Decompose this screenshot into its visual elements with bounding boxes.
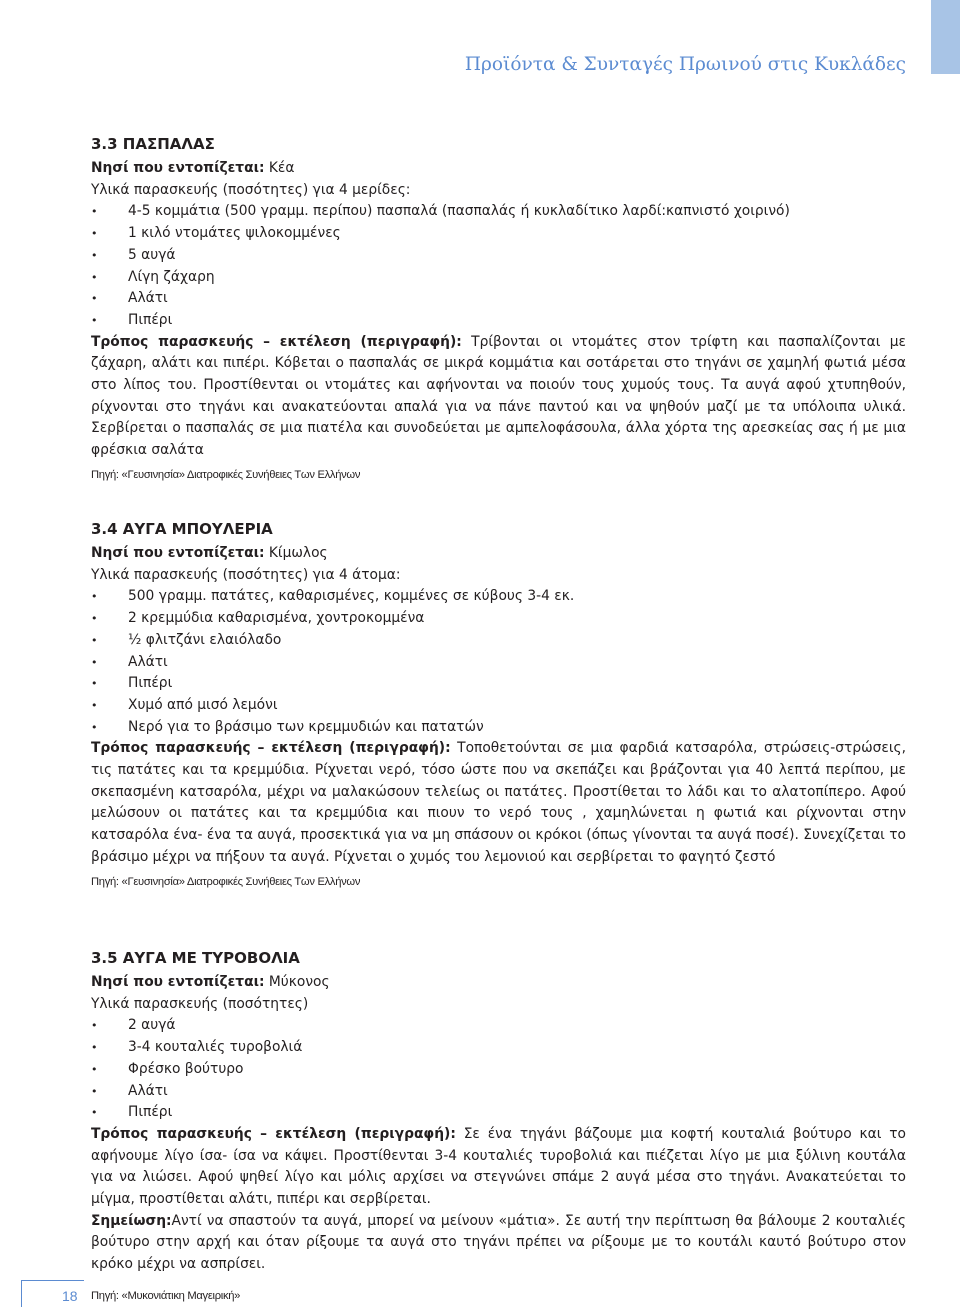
section-heading: 3.4 ΑΥΓΑ ΜΠΟΥΛΕΡΙΑ xyxy=(91,520,273,538)
method-label: Τρόπος παρασκευής – εκτέλεση (περιγραφή): xyxy=(91,1125,456,1142)
list-item: • Χυμό από μισό λεμόνι xyxy=(91,695,906,717)
island-value: Κέα xyxy=(264,160,295,176)
note-text: Αντί να σπαστούν τα αυγά, μπορεί να μείνουν «μάτια». Σε αυτή την περίπτωση θα βάλουμε 2 κουταλιές βούτυρο στην αρχή και όταν ρίξουμε τα αυγά στο τηγάνι πρέπει να ρίξουμε με το κουτάλι καυτό βούτυρο στον κρόκο μέχρι να ασπρίσει. xyxy=(91,1212,906,1273)
list-item: • 2 κρεμμύδια καθαρισμένα, χοντροκομμένα xyxy=(91,608,906,630)
list-item: • Πιπέρι xyxy=(91,310,906,332)
method-text: Τρίβονται οι ντομάτες στον τρίφτη και πασπαλίζονται με ζάχαρη, αλάτι και πιπέρι. Κόβεται ο πασπαλάς σε μικρά κομμάτια και σοτάρεται στο τηγάνι σε χαμηλή φωτιά μέσα στο λίπος του. Προστίθενται οι ντομάτες και αφήνονται να ποιούν τους χυμούς τους. Τα αυγά αφού χτυπηθούν, ρίχνονται στο τηγάνι και ανακατεύονται απαλά για να πάνε παντού και να ψηθούν μαζί με τα υπόλοιπα υλικά. Σερβίρεται ο πασπαλάς σε μια πιατέλα και συνοδεύεται με αμπελοφάσουλα, άλλα χόρτα της αρεσκείας σας ή με μια φρέσκια σαλάτα xyxy=(91,333,906,459)
list-item: • ½ φλιτζάνι ελαιόλαδο xyxy=(91,630,906,652)
island-line xyxy=(91,972,906,994)
island-line xyxy=(91,158,906,180)
list-item: • Φρέσκο βούτυρο xyxy=(91,1059,906,1081)
running-header: Προϊόντα & Συνταγές Πρωινού στις Κυκλάδες xyxy=(464,54,906,75)
list-item: • 4-5 κομμάτια (500 γραμμ. περίπου) πασπαλά (πασπαλάς ή κυκλαδίτικο λαρδί:καπνιστό χοιρινό) xyxy=(91,201,906,223)
list-item: • 5 αυγά xyxy=(91,245,906,267)
list-item: • 1 κιλό ντομάτες ψιλοκομμένες xyxy=(91,223,906,245)
source-citation: Πηγή: «Μυκονιάτικη Μαγειρική» xyxy=(91,1290,241,1302)
method-paragraph xyxy=(91,332,906,462)
method-paragraph xyxy=(91,1124,906,1211)
list-item: • Αλάτι xyxy=(91,652,906,674)
island-value: Κίμωλος xyxy=(264,545,328,561)
list-item: • Νερό για το βράσιμο των κρεμμυδιών και πατατών xyxy=(91,717,906,739)
ingredients-list xyxy=(91,1015,906,1124)
ingredients-list xyxy=(91,586,906,738)
list-item: • 3-4 κουταλιές τυροβολιά xyxy=(91,1037,906,1059)
section-heading: 3.3 ΠΑΣΠΑΛΑΣ xyxy=(91,135,215,153)
page-number: 18 xyxy=(62,1288,78,1304)
method-paragraph xyxy=(91,738,906,868)
island-label: Νησί που εντοπίζεται: xyxy=(91,160,265,176)
ingredients-list xyxy=(91,201,906,331)
recipe-paspalas xyxy=(91,133,906,486)
method-label: Τρόπος παρασκευής – εκτέλεση (περιγραφή): xyxy=(91,740,451,757)
list-item: • Πιπέρι xyxy=(91,673,906,695)
section-heading: 3.5 ΑΥΓΑ ΜΕ ΤΥΡΟΒΟΛΙΑ xyxy=(91,949,300,967)
list-item: • Αλάτι xyxy=(91,1081,906,1103)
recipe-avga-me-tyrovolia xyxy=(91,947,906,1276)
list-item: • 500 γραμμ. πατάτες, καθαρισμένες, κομμένες σε κύβους 3-4 εκ. xyxy=(91,586,906,608)
list-item: • Αλάτι xyxy=(91,288,906,310)
corner-tab-decoration xyxy=(931,0,960,74)
island-label: Νησί που εντοπίζεται: xyxy=(91,545,265,561)
ingredients-title: Υλικά παρασκευής (ποσότητες) για 4 άτομα: xyxy=(91,566,401,583)
note-label: Σημείωση: xyxy=(91,1212,172,1229)
source-citation: Πηγή: «Γευσινησία» Διατροφικές Συνήθειες Των Ελλήνων xyxy=(91,468,361,481)
recipe-avga-mpouleria xyxy=(91,518,906,893)
ingredients-title: Υλικά παρασκευής (ποσότητες) για 4 μερίδες: xyxy=(91,181,411,198)
ingredients-title: Υλικά παρασκευής (ποσότητες) xyxy=(91,995,309,1012)
list-item: • Πιπέρι xyxy=(91,1102,906,1124)
list-item: • 2 αυγά xyxy=(91,1015,906,1037)
source-citation: Πηγή: «Γευσινησία» Διατροφικές Συνήθειες Των Ελλήνων xyxy=(91,875,361,888)
island-label: Νησί που εντοπίζεται: xyxy=(91,974,265,990)
list-item: • Λίγη ζάχαρη xyxy=(91,267,906,289)
island-value: Μύκονος xyxy=(264,974,330,990)
method-text: Τοποθετούνται σε μια φαρδιά κατσαρόλα, στρώσεις-στρώσεις, τις πατάτες και τα κρεμμύδια. Ρίχνεται νερό, τόσο ώστε που να σκεπάζει και βράζονται για 40 λεπτά περίπου, με σκεπασμένη κατσαρόλα, μέχρι να μαλακώσουν τελείως οι πατάτες. Προστίθεται το λάδι και το αλατοπίπερο. Αφού μελώσουν οι πατάτες και τα κρεμμύδια και πιουν το νερό τους , χαμηλώνεται η φωτιά και ρίχνονται στην κατσαρόλα ένα- ένα τα αυγά, προσεκτικά για να μη σπάσουν οι κρόκοι (όπως γίνονται τα αυγά ποσέ). Συνεχίζεται το βράσιμο μέχρι να πήξουν τα αυγά. Ρίχνεται ο χυμός του λεμονιού και σερβίρεται το φαγητό ζεστό xyxy=(91,740,906,865)
method-text: Σε ένα τηγάνι βάζουμε μια κοφτή κουταλιά βούτυρο και το αφήνουμε λίγο ίσα- ίσα να κάψει. Προστίθενται 3-4 κουταλιές τυροβολιά και πιέζεται λίγο με μια ξύλινη κουτάλα για να λιώσει. Αφού ψηθεί λίγο και μόλις αρχίσει να στεγνώνει σπάμε 2 αυγά μέσα στο τηγάνι. Ανακατεύεται το μίγμα, προστίθεται αλάτι, πιπέρι και σερβίρεται. xyxy=(91,1125,906,1208)
note-paragraph xyxy=(91,1211,906,1276)
method-label: Τρόπος παρασκευής – εκτέλεση (περιγραφή): xyxy=(91,333,462,350)
island-line xyxy=(91,543,906,565)
